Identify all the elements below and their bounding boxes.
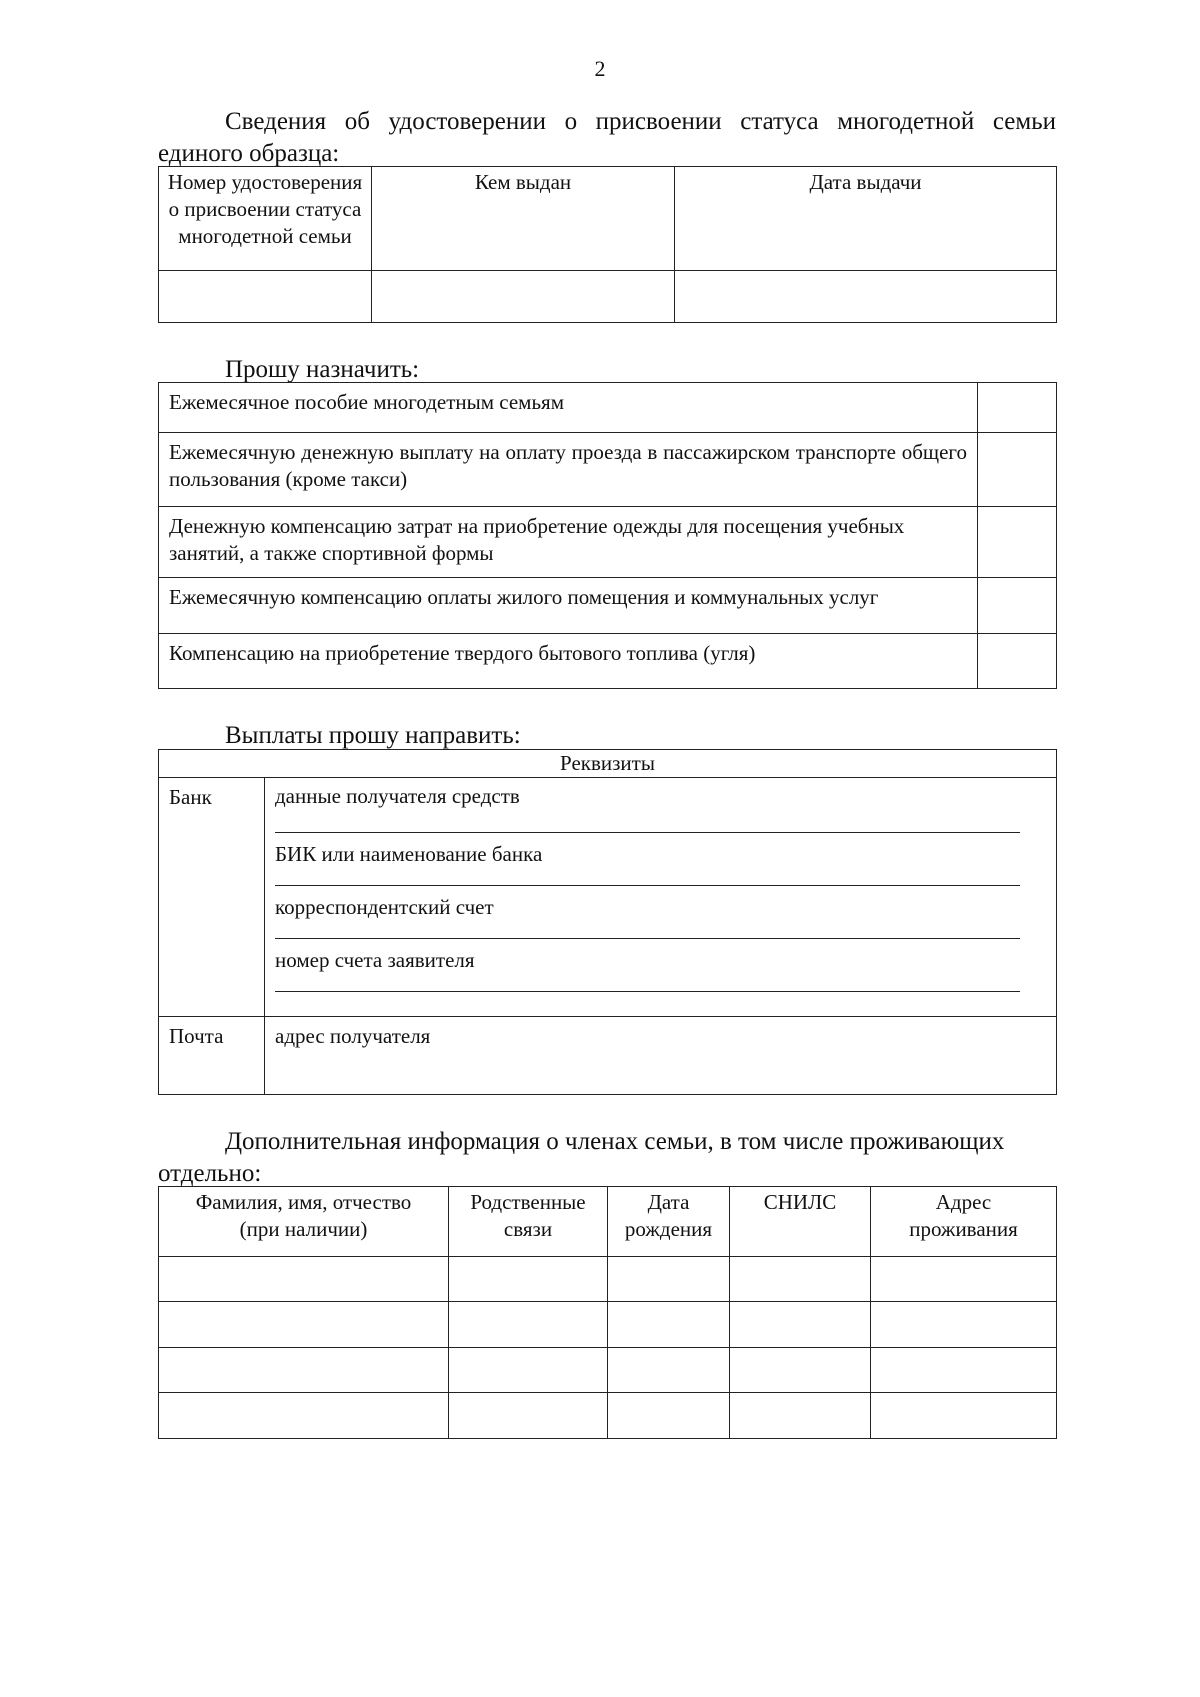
requisites-header: Реквизиты [159,750,1057,778]
family-cell[interactable] [449,1257,608,1302]
table-row [159,1393,1057,1439]
family-heading-line2: отдельно: [158,1160,262,1187]
certificate-heading [158,106,1056,170]
family-cell[interactable] [159,1393,449,1439]
family-cell[interactable] [159,1257,449,1302]
request-item-coal: Компенсацию на приобретение твердого бытового топлива (угля) [159,634,978,689]
family-cell[interactable] [159,1348,449,1393]
family-cell[interactable] [608,1302,730,1348]
payments-heading: Выплаты прошу направить: [225,722,521,749]
bank-recipient-label: данные получателя средств [275,784,520,808]
bank-bik-line[interactable] [275,868,1020,886]
family-cell[interactable] [159,1302,449,1348]
bank-label: Банк [159,778,265,1017]
col-issue-date: Дата выдачи [675,167,1057,271]
request-item-housing: Ежемесячную компенсацию оплаты жилого помещения и коммунальных услуг [159,578,978,634]
family-table [158,1186,1057,1439]
request-checkbox-3[interactable] [978,507,1057,578]
family-cell[interactable] [730,1393,871,1439]
family-cell[interactable] [449,1348,608,1393]
table-row [159,1348,1057,1393]
family-cell[interactable] [730,1257,871,1302]
family-cell[interactable] [871,1257,1057,1302]
family-cell[interactable] [608,1393,730,1439]
certificate-heading-line2: единого образца: [158,140,340,167]
col-issued-by: Кем выдан [372,167,675,271]
col-snils: СНИЛС [730,1187,871,1257]
request-item-monthly-allowance: Ежемесячное пособие многодетным семьям [159,383,978,433]
col-relationship: Родственные связи [449,1187,608,1257]
request-checkbox-4[interactable] [978,578,1057,634]
family-heading [158,1126,1056,1190]
applicant-account-label: номер счета заявителя [275,948,475,972]
family-cell[interactable] [608,1257,730,1302]
issued-by-cell[interactable] [372,271,675,323]
table-row [159,1302,1057,1348]
request-item-clothing: Денежную компенсацию затрат на приобретение одежды для посещения учебных занятий, а также спортивной формы [159,507,978,578]
certificate-heading-line1: Сведения об удостоверении о присвоении статуса многодетной семьи [225,108,1056,135]
request-checkbox-5[interactable] [978,634,1057,689]
bank-recipient-line[interactable] [275,810,1020,833]
col-certificate-number: Номер удостоверения о присвоении статуса многодетной семьи [159,167,372,271]
col-address: Адрес проживания [871,1187,1057,1257]
family-cell[interactable] [871,1348,1057,1393]
certificate-number-cell[interactable] [159,271,372,323]
request-checkbox-1[interactable] [978,383,1057,433]
family-cell[interactable] [730,1302,871,1348]
table-row [159,1257,1057,1302]
family-cell[interactable] [449,1302,608,1348]
post-address-label[interactable]: адрес получателя [265,1017,1057,1095]
certificate-table [158,166,1057,323]
request-heading: Прошу назначить: [225,356,420,383]
issue-date-cell[interactable] [675,271,1057,323]
correspondent-account-line[interactable] [275,921,1020,939]
correspondent-account-label: корреспондентский счет [275,895,494,919]
bank-fields [265,778,1057,1017]
post-label: Почта [159,1017,265,1095]
col-birth-date: Дата рождения [608,1187,730,1257]
family-cell[interactable] [608,1348,730,1393]
page-number: 2 [594,56,606,81]
family-cell[interactable] [730,1348,871,1393]
payments-table [158,749,1057,1095]
request-checkbox-2[interactable] [978,433,1057,507]
request-item-transport: Ежемесячную денежную выплату на оплату проезда в пассажирском транспорте общего пользования (кроме такси) [159,433,978,507]
family-cell[interactable] [871,1393,1057,1439]
applicant-account-line[interactable] [275,974,1020,992]
bank-bik-label: БИК или наименование банка [275,842,543,866]
col-full-name: Фамилия, имя, отчество (при наличии) [159,1187,449,1257]
family-cell[interactable] [449,1393,608,1439]
request-table [158,382,1057,689]
family-cell[interactable] [871,1302,1057,1348]
family-heading-line1: Дополнительная информация о членах семьи, в том числе проживающих [225,1128,1005,1155]
